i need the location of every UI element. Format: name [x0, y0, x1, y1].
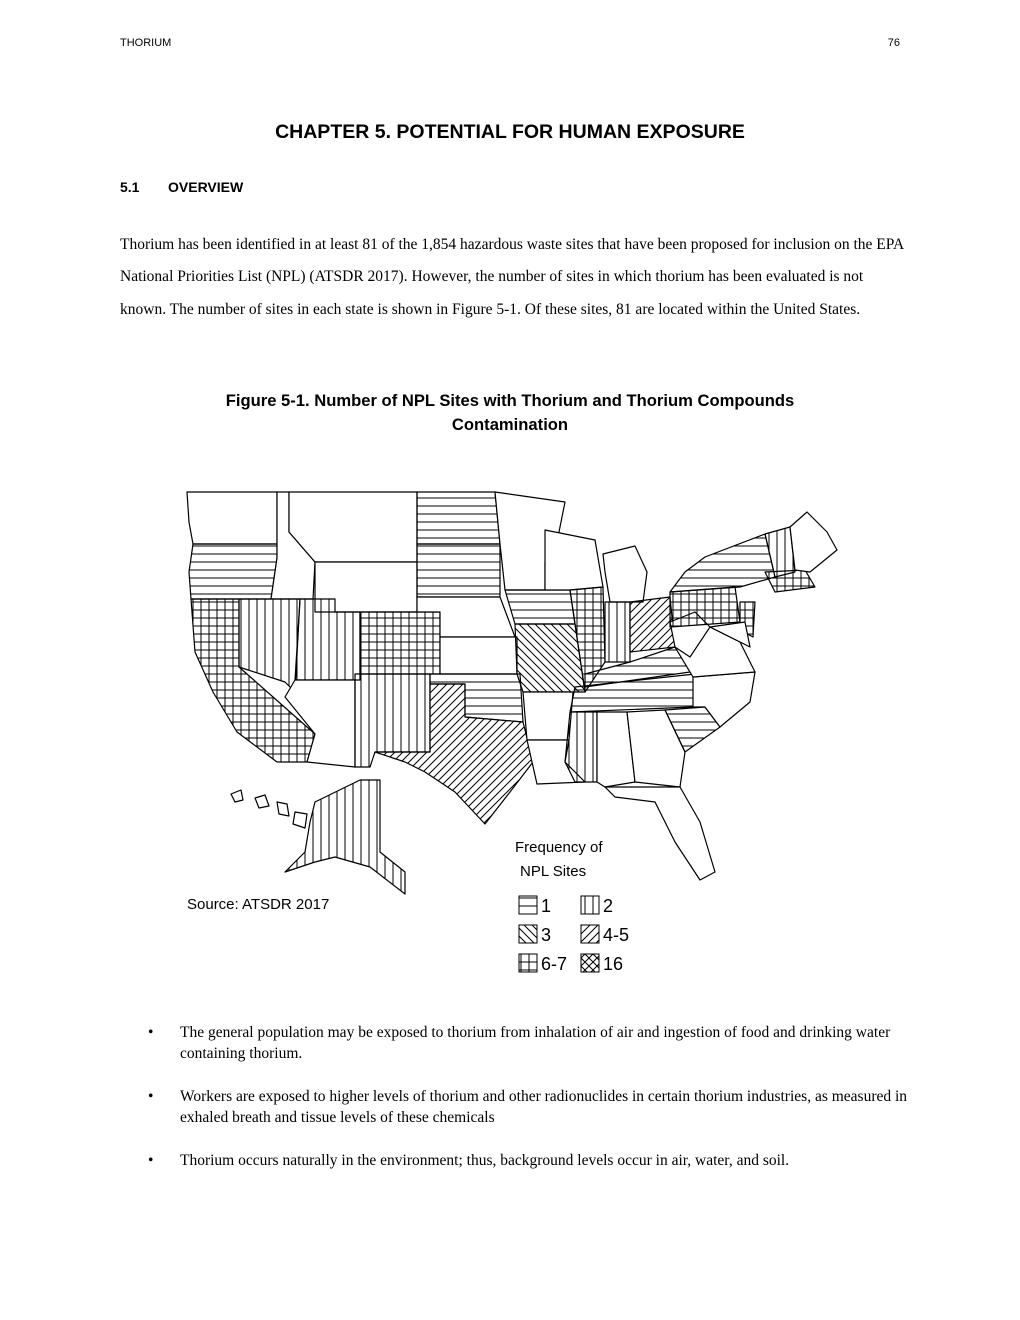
legend-swatch-4-5 [581, 925, 599, 943]
legend-label-6-7: 6-7 [541, 954, 568, 974]
section-title: OVERVIEW [168, 179, 244, 195]
state-iowa [505, 590, 575, 624]
state-oregon [189, 544, 277, 599]
legend-swatch-16 [581, 954, 599, 972]
state-florida [605, 787, 715, 880]
state-missouri [515, 624, 585, 692]
running-header-title: THORIUM [120, 37, 172, 49]
figure-caption-line-2: Contamination [451, 415, 569, 434]
bullet-text: The general population may be exposed to thorium from inhalation of air and ingestion of food and drinking water containing thorium. [180, 1024, 891, 1062]
list-item [148, 1086, 908, 1128]
bullet-symbol: • [148, 1088, 154, 1105]
legend-swatch-6-7 [519, 954, 537, 972]
section-number: 5.1 [120, 179, 140, 195]
overview-paragraph: Thorium has been identified in at least 81 of the 1,854 hazardous waste sites that have been proposed for inclusion on the EPA National Priorities List (NPL) (ATSDR 2017). However, the number of sites in which thorium has been evaluated is not known. The number of sites in each state is shown in Figure 5-1. Of these sites, 81 are located within the United States. [120, 236, 904, 318]
state-pennsylvania [670, 587, 740, 627]
legend-swatch-3 [519, 925, 537, 943]
legend-label-16: 16 [603, 954, 624, 974]
bullet-symbol: • [148, 1024, 154, 1041]
state-hawaii [231, 790, 307, 828]
state-new-york [670, 534, 775, 592]
list-item [148, 1022, 908, 1064]
legend-label-3: 3 [541, 925, 552, 945]
source-label: Source: ATSDR 2017 [187, 896, 330, 913]
state-alaska [285, 780, 405, 894]
state-washington [187, 492, 277, 544]
legend-label-1: 1 [541, 896, 552, 916]
figure-caption [160, 389, 860, 437]
chapter-title: CHAPTER 5. POTENTIAL FOR HUMAN EXPOSURE [275, 121, 745, 143]
list-item [148, 1150, 908, 1171]
bullet-symbol: • [148, 1152, 154, 1169]
state-massachusetts-ct-ri [765, 570, 815, 592]
page-number: 76 [887, 37, 900, 49]
state-mississippi [565, 712, 597, 782]
state-maine [790, 512, 837, 572]
npl-sites-map [165, 462, 855, 982]
section-heading [120, 179, 243, 195]
figure-caption-line-1: Figure 5-1. Number of NPL Sites with Thorium and Thorium Compounds [225, 391, 795, 410]
bullet-text: Workers are exposed to higher levels of thorium and other radionuclides in certain thorium industries, as measured in exhaled breath and tissue levels of these chemicals [180, 1088, 908, 1126]
state-indiana [605, 602, 630, 662]
state-arkansas [523, 692, 573, 740]
state-colorado [360, 612, 440, 674]
state-wisconsin [545, 530, 603, 590]
state-north-dakota [417, 492, 500, 544]
legend-swatch-1 [519, 896, 537, 914]
bullet-text: Thorium occurs naturally in the environment; thus, background levels occur in air, water, and soil. [180, 1152, 790, 1169]
legend-swatch-2 [581, 896, 599, 914]
legend-title-line-2: NPL Sites [520, 863, 587, 880]
legend-title-line-1: Frequency of [515, 839, 603, 856]
legend-label-4-5: 4-5 [603, 925, 630, 945]
map-legend [515, 839, 629, 974]
state-montana [289, 492, 417, 562]
state-ohio [630, 597, 675, 652]
state-kansas [440, 637, 517, 674]
bullet-list [148, 1022, 908, 1193]
state-south-dakota [417, 544, 500, 597]
legend-label-2: 2 [603, 896, 614, 916]
state-michigan [603, 546, 647, 602]
